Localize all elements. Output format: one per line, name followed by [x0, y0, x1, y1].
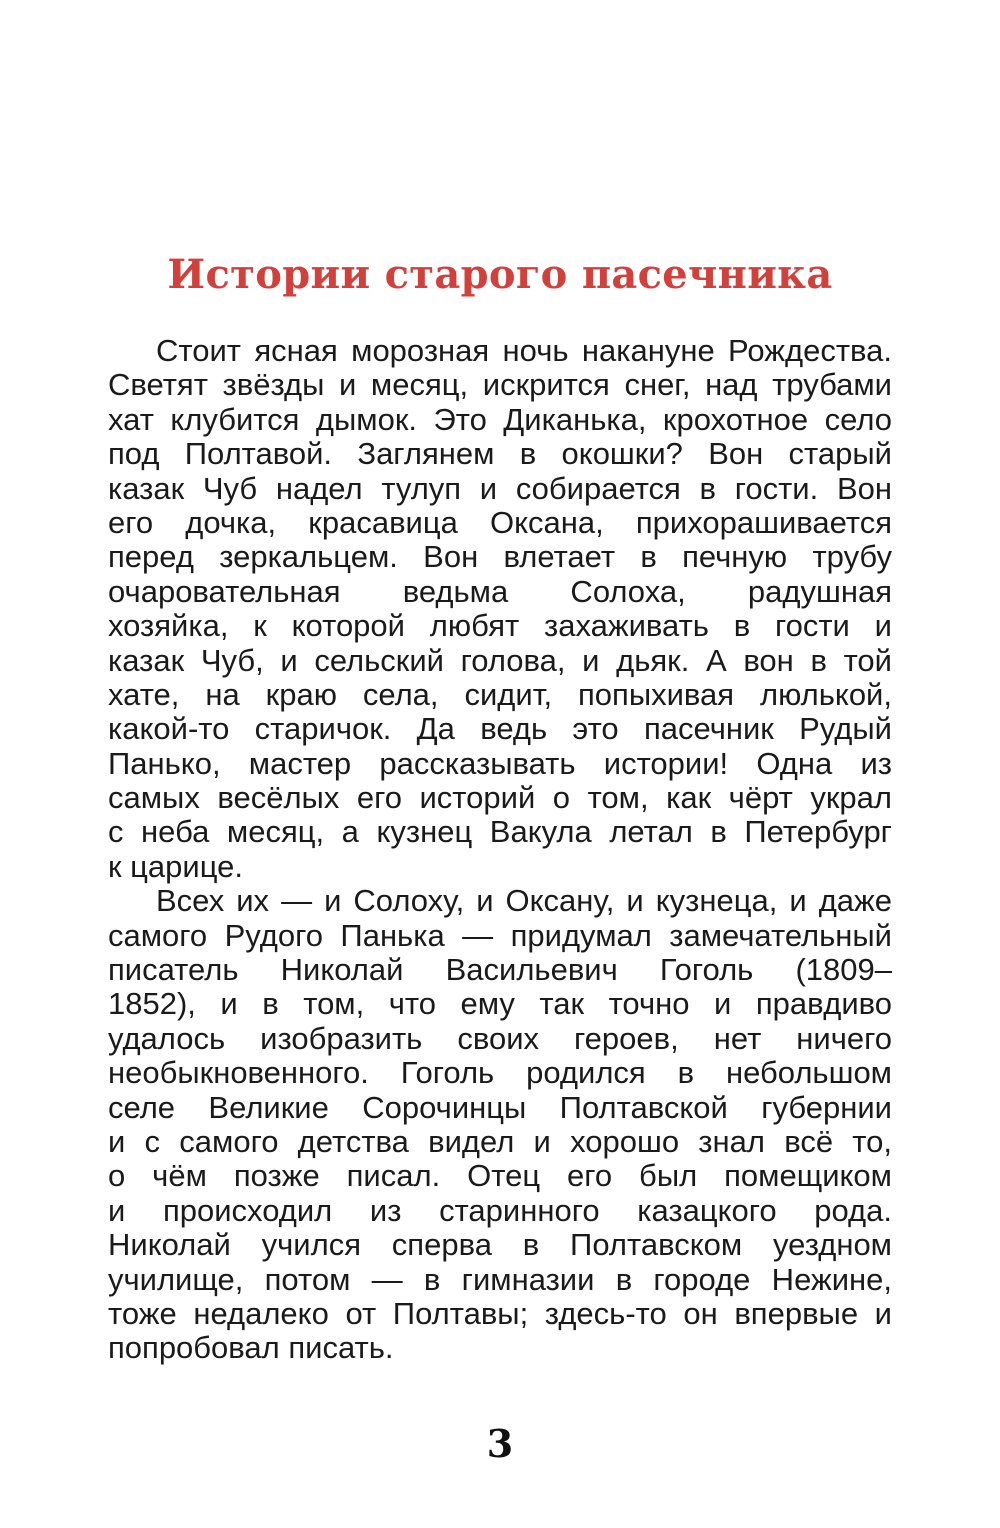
text-line: о чём позже писал. Отец его был помещиком [108, 1159, 892, 1194]
chapter-title: Истории старого пасечника [167, 251, 833, 298]
text-line: Панько, мастер рассказывать истории! Одна из [108, 746, 892, 781]
text-line: училище, потом — в гимназии в городе Нежине, [108, 1262, 892, 1297]
text-line: тоже недалеко от Полтавы; здесь-то он впервые и [108, 1296, 892, 1331]
text-line: Стоит ясная морозная ночь накануне Рождества. [156, 334, 892, 368]
body-text [108, 334, 892, 1366]
text-line: попробовал писать. [108, 1331, 394, 1366]
text-line: и с самого детства видел и хорошо знал всё то, [108, 1124, 892, 1159]
text-line: Светят звёзды и месяц, искрится снег, над трубами [108, 368, 892, 403]
text-line: очаровательная ведьма Солоха, радушная [108, 574, 892, 609]
text-line: самого Рудого Панька — придумал замечательный [108, 918, 892, 953]
text-line: казак Чуб, и сельский голова, и дьяк. А вон в той [108, 643, 892, 678]
text-line: хат клубится дымок. Это Диканька, крохотное село [108, 402, 892, 437]
page-number: 3 [486, 1421, 514, 1466]
text-line: его дочка, красавица Оксана, прихорашивается [108, 505, 892, 540]
text-line: казак Чуб надел тулуп и собирается в гости. Вон [108, 471, 892, 506]
text-line: Всех их — и Солоху, и Оксану, и кузнеца, и даже [156, 884, 892, 919]
text-line: селе Великие Сорочинцы Полтавской губернии [108, 1090, 892, 1125]
text-line: к царице. [108, 849, 243, 884]
text-line: и происходил из старинного казацкого рода. [108, 1193, 892, 1228]
text-line: писатель Николай Васильевич Гоголь (1809– [108, 953, 892, 988]
text-line: Николай учился сперва в Полтавском уездном [108, 1228, 892, 1263]
text-line: под Полтавой. Заглянем в окошки? Вон старый [108, 437, 892, 472]
text-line: самых весёлых его историй о том, как чёрт украл [108, 781, 892, 816]
text-line: хозяйка, к которой любят захаживать в гости и [108, 609, 892, 644]
text-line: с неба месяц, а кузнец Вакула летал в Петербург [108, 815, 892, 850]
text-line: перед зеркальцем. Вон влетает в печную трубу [108, 540, 892, 575]
text-line: 1852), и в том, что ему так точно и правдиво [108, 987, 892, 1022]
text-line: какой-то старичок. Да ведь это пасечник Рудый [108, 712, 892, 747]
text-line: хате, на краю села, сидит, попыхивая люлькой, [108, 677, 892, 712]
text-line: необыкновенного. Гоголь родился в небольшом [108, 1056, 892, 1091]
text-line: удалось изобразить своих героев, нет ничего [108, 1021, 892, 1056]
